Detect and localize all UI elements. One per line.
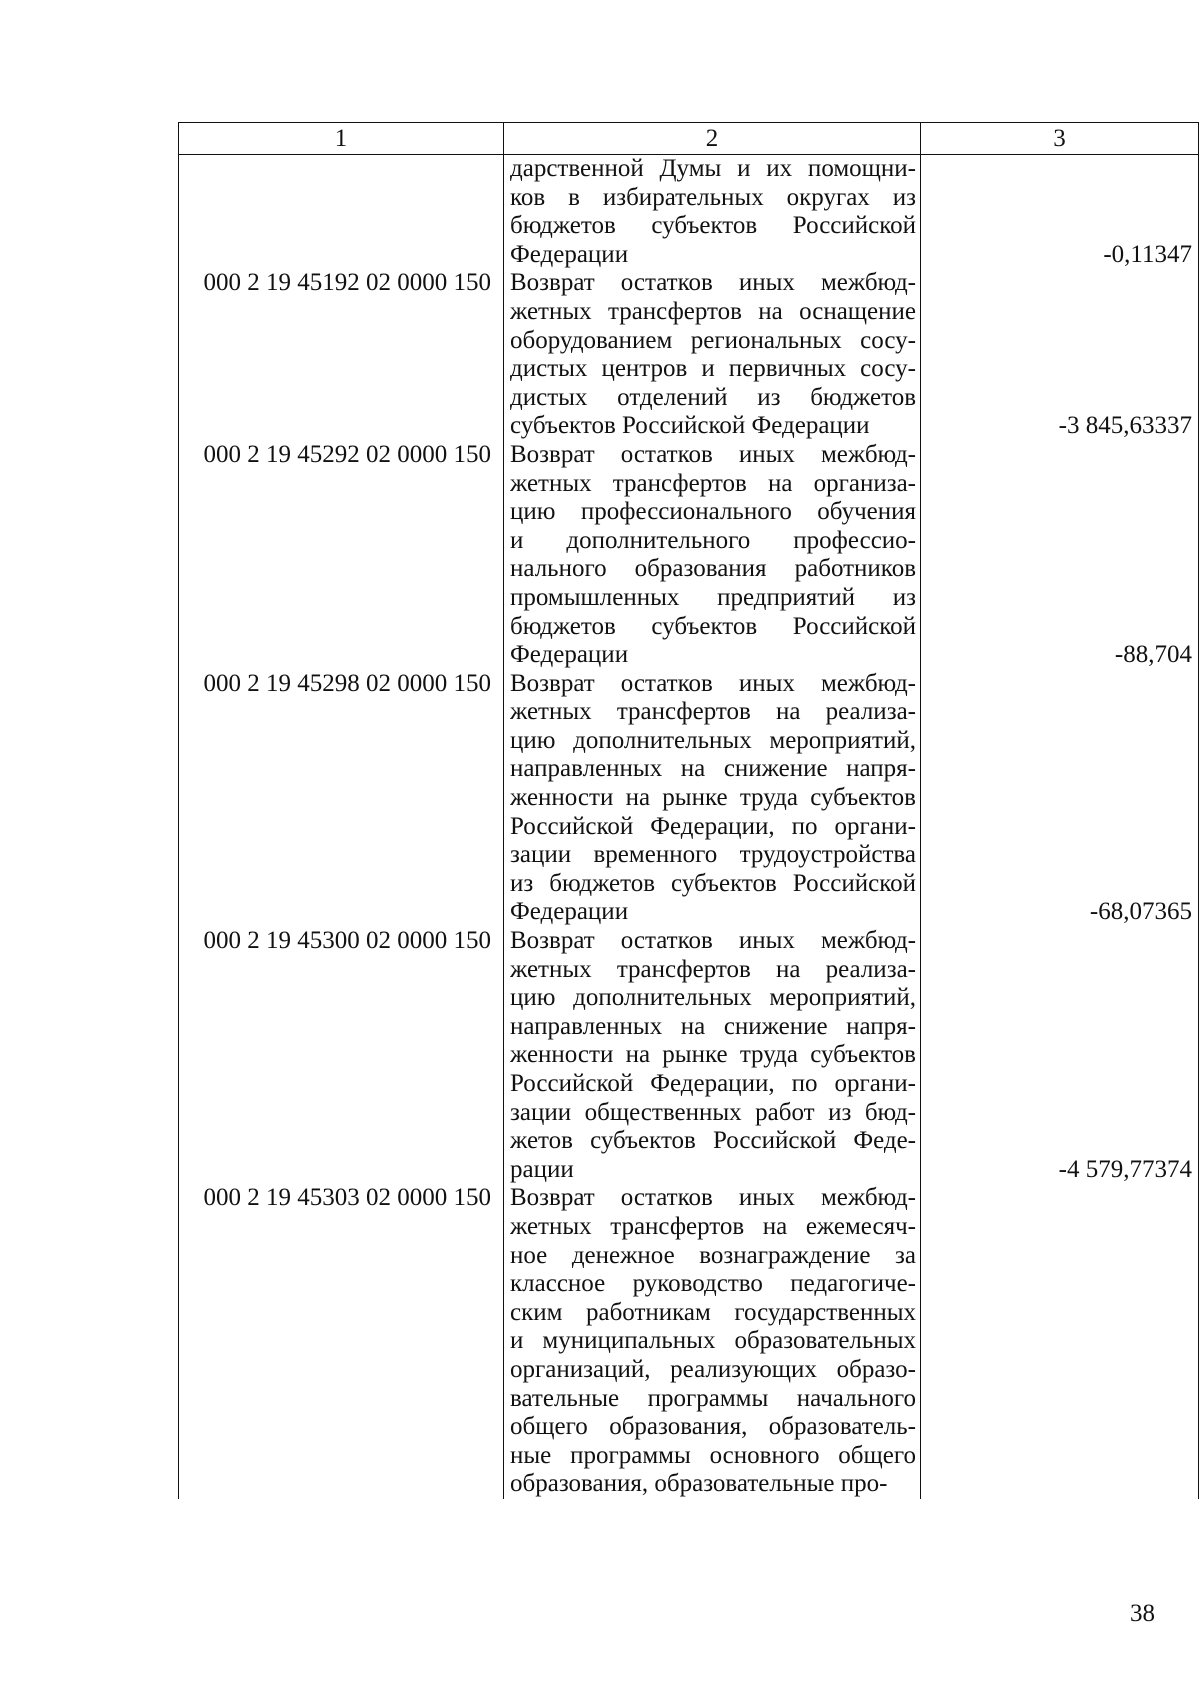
description-line: оборудованием региональных сосу- [510, 326, 916, 354]
budget-code: 000 2 19 45292 02 0000 150 [179, 441, 504, 670]
description-line: ков в избирательных округах из [510, 183, 916, 211]
page-number: 38 [1130, 1600, 1155, 1627]
header-row [179, 123, 1199, 155]
description-line: Возврат остатков иных межбюд- [510, 440, 916, 468]
description-line: зации временного трудоустройства [510, 841, 916, 869]
budget-code: 000 2 19 45303 02 0000 150 [179, 1184, 504, 1499]
description [504, 1184, 921, 1499]
description-line: Возврат остатков иных межбюд- [510, 669, 916, 697]
description-line: общего образования, образователь- [510, 1413, 916, 1441]
description-line: Федерации [510, 240, 629, 268]
description-line: зации общественных работ из бюд- [510, 1098, 916, 1126]
description-line: Возврат остатков иных межбюд- [510, 1184, 916, 1212]
budget-code: 000 2 19 45298 02 0000 150 [179, 670, 504, 927]
description [504, 269, 921, 441]
amount: -3 845,63337 [921, 269, 1199, 441]
description-line: рации [510, 1155, 574, 1183]
description-line: жетных трансфертов на ежемесяч- [510, 1212, 916, 1240]
budget-code: 000 2 19 45192 02 0000 150 [179, 269, 504, 441]
description-line: образования, образовательные про- [510, 1470, 888, 1498]
table-row [179, 670, 1199, 927]
description-line: женности на рынке труда субъектов [510, 1041, 916, 1069]
description [504, 155, 921, 270]
description-line: Федерации [510, 898, 629, 926]
description-line: женности на рынке труда субъектов [510, 784, 916, 812]
amount: -88,704 [921, 441, 1199, 670]
description-line: направленных на снижение напря- [510, 1012, 916, 1040]
column-header-3: 3 [921, 123, 1199, 155]
description [504, 927, 921, 1184]
description-line: Российской Федерации, по органи- [510, 812, 916, 840]
description-line: субъектов Российской Федерации [510, 412, 870, 440]
description [504, 441, 921, 670]
description-line: и дополнительного профессио- [510, 526, 916, 554]
column-header-1: 1 [179, 123, 504, 155]
budget-table [178, 122, 1199, 1499]
column-header-2: 2 [504, 123, 921, 155]
table-row [179, 269, 1199, 441]
description-line: ским работникам государственных [510, 1298, 916, 1326]
description-line: Возврат остатков иных межбюд- [510, 269, 916, 297]
description-line: цию профессионального обучения [510, 498, 916, 526]
description-line: ное денежное вознаграждение за [510, 1241, 916, 1269]
description-line: Федерации [510, 641, 629, 669]
description-line: Российской Федерации, по органи- [510, 1070, 916, 1097]
description-line: жетных трансфертов на оснащение [510, 297, 916, 325]
table-row [179, 927, 1199, 1184]
description-line: направленных на снижение напря- [510, 755, 916, 783]
table-row [179, 155, 1199, 270]
description-line: дистых центров и первичных сосу- [510, 355, 916, 383]
description-line: организаций, реализующих образо- [510, 1355, 916, 1383]
description-line: промышленных предприятий из [510, 583, 916, 611]
description [504, 670, 921, 927]
budget-code: 000 2 19 45300 02 0000 150 [179, 927, 504, 1184]
amount [921, 1184, 1199, 1499]
amount: -4 579,77374 [921, 927, 1199, 1184]
description-line: классное руководство педагогиче- [510, 1270, 916, 1298]
description-line: вательные программы начального [510, 1384, 916, 1412]
amount: -0,11347 [921, 155, 1199, 270]
budget-code [179, 155, 504, 270]
description-line: ные программы основного общего [510, 1441, 916, 1469]
description-line: бюджетов субъектов Российской [510, 612, 916, 640]
description-line: дистых отделений из бюджетов [510, 383, 916, 411]
description-line: нального образования работников [510, 555, 916, 583]
description-line: из бюджетов субъектов Российской [510, 869, 916, 897]
table-row [179, 1184, 1199, 1499]
amount: -68,07365 [921, 670, 1199, 927]
description-line: цию дополнительных мероприятий, [510, 984, 916, 1012]
description-line: жетов субъектов Российской Феде- [510, 1127, 916, 1155]
description-line: цию дополнительных мероприятий, [510, 726, 916, 754]
description-line: жетных трансфертов на реализа- [510, 955, 916, 983]
description-line: жетных трансфертов на организа- [510, 469, 916, 497]
description-line: жетных трансфертов на реализа- [510, 698, 916, 726]
description-line: и муниципальных образовательных [510, 1327, 916, 1355]
description-line: бюджетов субъектов Российской [510, 212, 916, 240]
description-line: дарственной Думы и их помощни- [510, 155, 916, 182]
table-row [179, 441, 1199, 670]
description-line: Возврат остатков иных межбюд- [510, 927, 916, 955]
